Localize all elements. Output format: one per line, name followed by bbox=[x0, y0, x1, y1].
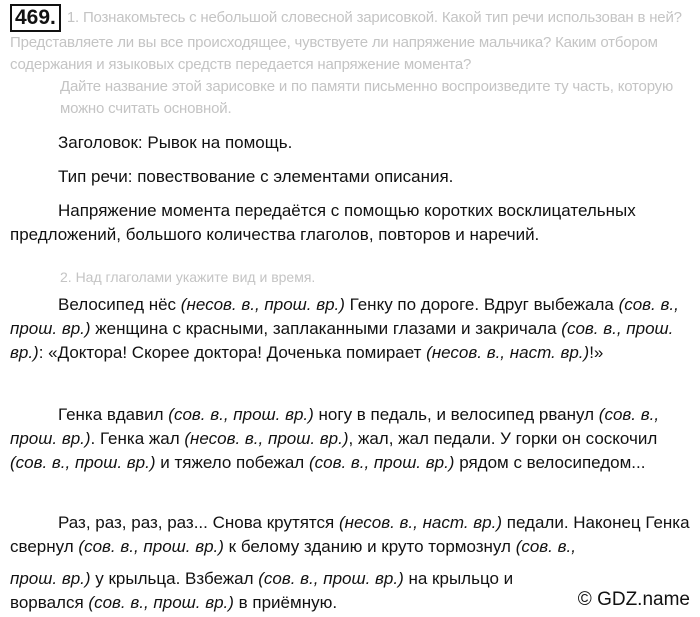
task-number: 469. bbox=[10, 4, 61, 32]
verb-gloss: (несов. в., наст. вр.) bbox=[338, 513, 503, 532]
sentence-text: к белому зданию и круто тормознул bbox=[223, 537, 516, 556]
sentence-text: рядом с велосипедом... bbox=[454, 453, 646, 472]
sentence-text: Генка вдавил bbox=[58, 405, 169, 424]
verb-gloss: (сов. в., прош. вр.) bbox=[10, 453, 156, 472]
sentence-text: : «Доктора! Скорее доктора! Доченька помирает bbox=[38, 343, 427, 362]
verb-gloss: (сов. в., прош. вр.) bbox=[10, 319, 674, 362]
answer-title: Заголовок: Рывок на помощь. bbox=[58, 133, 293, 152]
sentence-text: женщина с красными, заплаканными глазами и закричала bbox=[90, 319, 562, 338]
task-part-1b: Дайте название этой зарисовке и по памяти письменно воспроизведите ту часть, которую можно считать основной. bbox=[60, 78, 674, 117]
task-part-2: 2. Над глаголами укажите вид и время. bbox=[60, 269, 316, 285]
task-block bbox=[10, 4, 694, 120]
sentence-text: ногу в педаль, и велосипед рванул bbox=[313, 405, 599, 424]
task-text-1: 1. Познакомьтесь с небольшой словесной зарисовкой. Какой тип речи использован в ней? Представляете ли вы все происходящее, чувствуете ли напряжение мальчика? Каким отбором содержания и языковых средств передается напряжение момента? bbox=[10, 9, 682, 73]
verb-gloss: (несов. в., наст. вр.) bbox=[426, 343, 590, 362]
sentence-text: в приёмную. bbox=[233, 593, 338, 612]
sentence-text: !» bbox=[589, 343, 604, 362]
sentence-text: у крыльца. Взбежал bbox=[90, 569, 259, 588]
verb-gloss: прош. вр.) bbox=[10, 569, 91, 588]
sentence-text: . Генка жал bbox=[90, 429, 185, 448]
sentence-text: Велосипед нёс bbox=[58, 295, 181, 314]
sentence-text: педали. Наконец Генка свернул bbox=[10, 513, 690, 556]
sentence-text: на крыльцо и ворвался bbox=[10, 569, 514, 612]
verb-gloss: (сов. в., прош. вр.) bbox=[168, 405, 314, 424]
verb-gloss: (сов. в., прош. вр.) bbox=[308, 453, 455, 472]
paragraph-1 bbox=[10, 293, 694, 365]
answer-tension: Напряжение момента передаётся с помощью коротких восклицательных предложений, большого количества глаголов, повторов и наречий. bbox=[10, 201, 636, 244]
sentence-text: , жал, жал педали. У горки он соскочил bbox=[348, 429, 658, 448]
verb-gloss: (сов. в., прош. вр.) bbox=[88, 593, 234, 612]
task-part-1 bbox=[10, 4, 694, 76]
paragraph-3 bbox=[10, 511, 694, 559]
verb-gloss: (сов. в., прош. вр.) bbox=[10, 295, 679, 338]
sentence-text: Раз, раз, раз, раз... Снова крутятся bbox=[58, 513, 339, 532]
answer-speech-type: Тип речи: повествование с элементами описания. bbox=[58, 167, 454, 186]
sentence-text: и тяжело побежал bbox=[155, 453, 309, 472]
sentence-text: Генку по дороге. Вдруг выбежала bbox=[344, 295, 619, 314]
verb-gloss: (сов. в., прош. вр.) bbox=[258, 569, 404, 588]
verb-gloss: (несов. в., прош. вр.) bbox=[180, 295, 345, 314]
watermark: © GDZ.name bbox=[577, 589, 690, 610]
paragraph-4 bbox=[10, 567, 570, 615]
verb-gloss: (сов. в., прош. вр.) bbox=[10, 405, 660, 448]
verb-gloss: (сов. в., прош. вр.) bbox=[78, 537, 224, 556]
paragraph-2 bbox=[10, 403, 694, 475]
verb-gloss: (несов. в., прош. вр.) bbox=[184, 429, 349, 448]
verb-gloss: (сов. в., bbox=[515, 537, 576, 556]
